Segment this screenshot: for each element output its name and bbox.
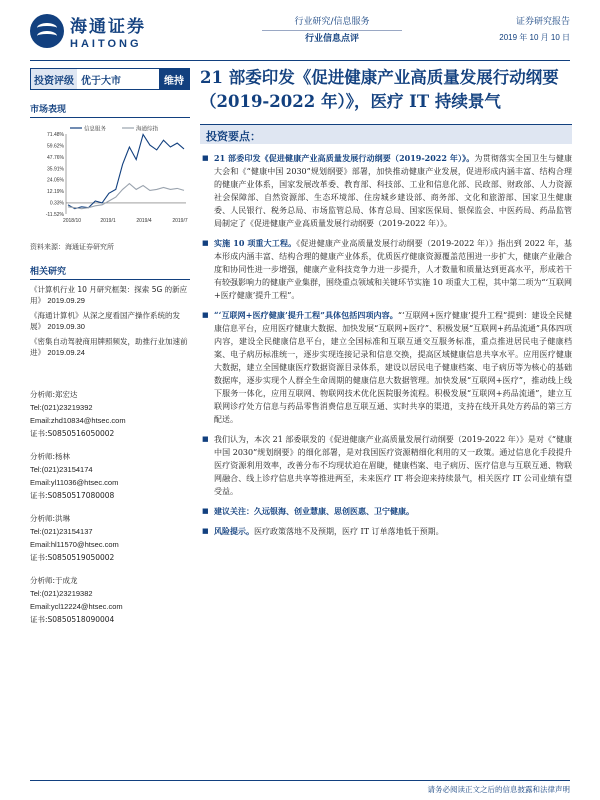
y-tick-label: 47.76% [47, 154, 64, 161]
y-tick-label: 71.48% [47, 132, 64, 138]
analyst-card [30, 450, 190, 502]
related-list [30, 284, 190, 358]
rating-trend: 维持 [159, 69, 189, 89]
related-item-text: 《密集自动驾驶商用牌照频发，助推行业加速前进》 [30, 337, 188, 357]
rating-value: 优于大市 [81, 75, 121, 87]
analyst-list [30, 388, 190, 636]
summary-header: 投资要点： [200, 124, 572, 144]
key-point-bold: 风险提示。 [214, 526, 254, 536]
market-chart-svg [30, 124, 190, 234]
analyst-tel: Tel:(021)23219392 [30, 403, 93, 412]
related-title: 相关研究 [30, 264, 190, 280]
key-point [200, 433, 572, 498]
analyst-card [30, 574, 190, 626]
y-tick-label: 24.05% [47, 177, 64, 184]
report-type-label: 行业信息点评 [262, 30, 402, 47]
analyst-card [30, 512, 190, 564]
series-line [68, 135, 184, 209]
report-category [262, 14, 402, 47]
analyst-email[interactable]: Email:hl11570@htsec.com [30, 540, 119, 549]
doc-type-label: 证券研究报告 [515, 17, 570, 27]
analyst-name: 于成龙 [55, 576, 78, 585]
y-tick-label: 0.33% [49, 200, 64, 207]
footer-divider [30, 780, 570, 781]
y-tick-label: -11.52% [45, 212, 64, 218]
rating-label: 投资评级 [31, 69, 77, 89]
key-point-text: 我们认为，本次 21 部委联发的《促进健康产业高质量发展行动纲要（2019-2022 年）》是对《“健康中国 2030”规划纲要》的细化部署，是对我国医疗资源精细化利用的又一政策。通过信息化手段提升医疗资源利用效率，改善分布不均现状迫在眉睫，健康档案、电子病历、医疗信息与互联互通、物联网融合、线上诊疗信息共享等推进两至，未来医疗 IT 将会迎来持续景气，相关医疗 IT 公司业绩有望受益。 [214, 435, 572, 496]
x-tick-label: 2019/1 [100, 218, 116, 224]
key-point-bold: “‘互联网+医疗健康’提升工程”具体包括四项内容。 [214, 310, 398, 320]
related-item-date: 2019.09.29 [47, 296, 85, 305]
key-point-text: 《促进健康产业高质量发展行动纲要（2019-2022 年）》指出到 2022 年，基本形成内涵丰富、结构合理的健康产业体系，优质医疗健康资源覆盖范围进一步扩大，健康产业融合度和协同性进一步增强，健康产业科技竞争力进一步提升，人才数量和质量达到更高水平，形成若干有较强影响力的健康产业集群，围绕重点领域和关键环节实施 10 项重大工程，其中第二项为“‘互联网+医疗健康’提升工程”。 [214, 239, 572, 300]
analyst-tel: Tel:(021)23154174 [30, 465, 93, 474]
footer-disclaimer: 请务必阅读正文之后的信息披露和法律声明 [427, 785, 570, 794]
analyst-title: 分析师:杨林 [30, 452, 71, 461]
report-header [0, 0, 600, 62]
header-divider [30, 60, 570, 61]
analyst-email[interactable]: Email:yl11036@htsec.com [30, 478, 119, 487]
haitong-logo [30, 12, 146, 50]
analyst-title: 分析师:郑宏达 [30, 390, 78, 399]
market-chart [30, 124, 190, 234]
analyst-tel: Tel:(021)23219382 [30, 589, 93, 598]
related-item[interactable] [30, 310, 190, 332]
analyst-cert: 证书:S0850518090004 [30, 615, 115, 624]
related-item-text: 《海通计算机》从深之度看国产操作系统的发展》 [30, 311, 180, 331]
key-point-text: 为贯彻落实全国卫生与健康大会和《“健康中国 2030”规划纲要》部署，加快推动健康产业发展，促进形成内涵丰富、结构合理的健康产业体系，国家发展改革委、教育部、科技部、工业和信息化部、民政部、财政部、人力资源社会保障部、自然资源部、生态环境部、住房城乡建设部、商务部、文化和旅游部、国家卫生健康委、人民银行、税务总局、市场监管总局、体育总局、国家医保局、银保监会、中医药局、药品监管局制定了《促进健康产业高质量发展行动纲要（2019-2022 年）》。 [214, 154, 572, 228]
market-title: 市场表现 [30, 102, 190, 118]
logo-cn-text: 海通证券 [70, 17, 146, 37]
y-tick-label: 12.19% [47, 189, 64, 196]
analyst-cert: 证书:S0850516050002 [30, 429, 115, 438]
key-point [200, 505, 572, 518]
report-title: 21 部委印发《促进健康产业高质量发展行动纲要（2019-2022 年）》，医疗 IT 持续景气 [200, 68, 559, 111]
analyst-name: 郑宏达 [55, 390, 78, 399]
investment-rating [30, 68, 190, 90]
x-tick-label: 2018/10 [62, 218, 82, 224]
analyst-title: 分析师:于成龙 [30, 576, 78, 585]
related-item[interactable] [30, 336, 190, 358]
key-point [200, 237, 572, 302]
main-content [200, 66, 572, 545]
category-label: 行业研究/信息服务 [294, 17, 370, 27]
analyst-email[interactable]: Email:zhd10834@htsec.com [30, 416, 126, 425]
key-point [200, 152, 572, 230]
series-line [68, 184, 184, 209]
chart-source: 资料来源：海通证券研究所 [30, 243, 114, 251]
key-point-bold: 建议关注：久远银海、创业慧康、思创医惠、卫宁健康。 [214, 506, 414, 516]
analyst-title: 分析师:洪琳 [30, 514, 71, 523]
analyst-name: 杨林 [55, 452, 71, 461]
analyst-tel: Tel:(021)23154137 [30, 527, 93, 536]
analyst-cert: 证书:S0850517080008 [30, 491, 115, 500]
y-tick-label: 59.62% [47, 143, 64, 150]
y-tick-label: 35.91% [47, 166, 64, 173]
key-point-bold: 实施 10 项重大工程。 [214, 238, 297, 248]
key-point-text: “‘互联网+医疗健康’提升工程”提到：建设全民健康信息平台，应用医疗健康大数据、加快发展“互联网+医疗”、积极发展“互联网+药品流通”具体四项内容，建设全民健康信息平台，建立全国标准和互联互通交互服务标准，重点推进居民电子健康档案、电子病历标准统一，逐步实现连接记录和信息交换，提高区域健康信息共享水平。应用医疗健康大数据，建立全国健康医疗数据资源目录体系，建设以居民电子健康档案、电子病历等为核心的基础数据库，逐步实现个人群全生命周期的健康信息大数据管理。加快发展“互联网+医疗”，推动线上线下服务一体化，应用互联网、物联网技术优化医院服务流程。积极发展“互联网+药品流通”，建立互联网诊疗处方信息与药品零售消费信息互联互通、实时共享的渠道，支持在线开具处方药品的第三方配送。 [214, 311, 573, 424]
report-date: 2019 年 10 月 10 日 [499, 33, 570, 42]
legend-label: 海通综指 [136, 126, 159, 133]
report-meta [499, 14, 570, 46]
key-points [200, 152, 572, 538]
related-item[interactable] [30, 284, 190, 306]
key-point-text: 医疗政策落地不及预期，医疗 IT 订单落地低于预期。 [254, 527, 444, 536]
logo-en-text: HAITONG [70, 38, 142, 50]
haitong-logo-icon [30, 14, 64, 48]
analyst-name: 洪琳 [55, 514, 71, 523]
analyst-cert: 证书:S0850519050002 [30, 553, 115, 562]
left-sidebar [30, 68, 190, 358]
x-tick-label: 2019/4 [136, 218, 152, 224]
key-point [200, 309, 572, 426]
analyst-card [30, 388, 190, 440]
related-item-date: 2019.09.30 [47, 322, 85, 331]
related-item-date: 2019.09.24 [47, 348, 85, 357]
analyst-email[interactable]: Email:ycl12224@htsec.com [30, 602, 123, 611]
related-item-text: 《计算机行业 10 月研究框架：探索 5G 的新应用》 [30, 285, 188, 305]
x-tick-label: 2019/7 [172, 218, 188, 224]
legend-label: 信息服务 [84, 126, 107, 133]
key-point [200, 525, 572, 538]
key-point-bold: 21 部委印发《促进健康产业高质量发展行动纲要（2019-2022 年）》。 [214, 153, 475, 163]
